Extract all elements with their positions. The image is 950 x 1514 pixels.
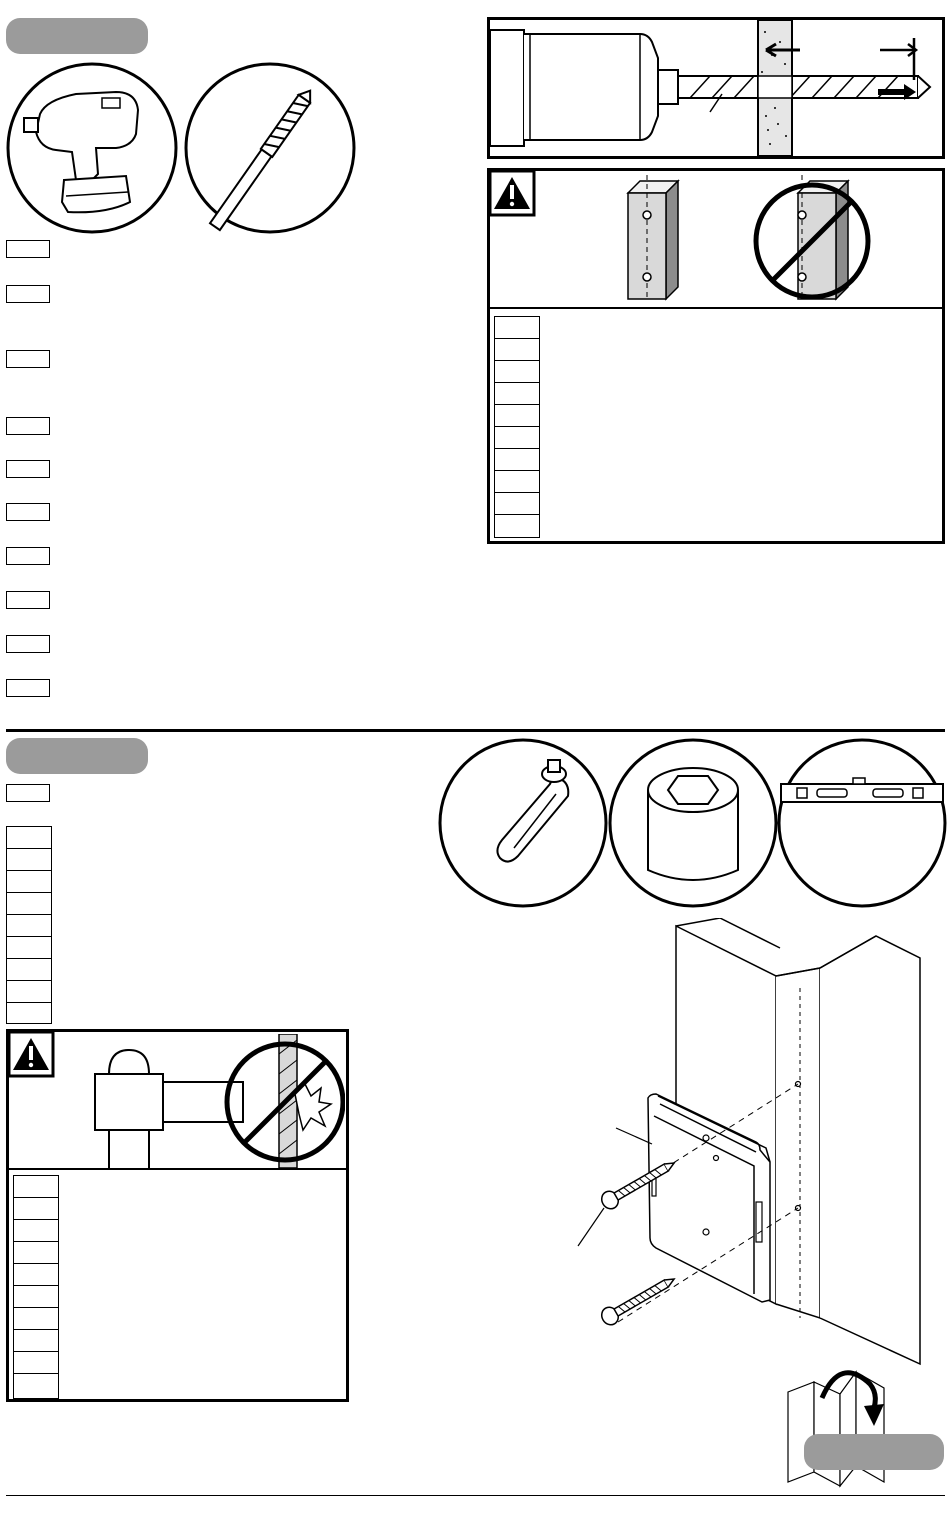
language-column [6, 826, 52, 1024]
warning-panel [487, 168, 945, 544]
language-box [6, 460, 50, 478]
socket-icon [608, 738, 778, 908]
step-badge-2 [6, 738, 148, 774]
wood-stud-center-icon [620, 175, 690, 301]
language-box [6, 350, 50, 368]
drill-bit-icon [184, 62, 356, 234]
language-box [6, 591, 50, 609]
footer-rule [6, 1495, 945, 1496]
warning-triangle-icon [490, 171, 536, 217]
language-box [6, 547, 50, 565]
language-box [6, 417, 50, 435]
language-box [6, 635, 50, 653]
language-box [6, 503, 50, 521]
warning-panel [6, 1029, 349, 1402]
warning-language-column [494, 316, 540, 538]
ratchet-wrench-icon [438, 738, 608, 908]
cordless-drill-icon [6, 62, 178, 234]
wall-plate-mounting-icon [570, 918, 950, 1368]
level-icon [777, 738, 947, 908]
language-box [6, 784, 50, 802]
section-divider [6, 729, 945, 732]
language-box [6, 285, 50, 303]
warning-triangle-icon [9, 1032, 55, 1078]
language-box [6, 679, 50, 697]
step-badge-1 [6, 18, 148, 54]
drill-through-wall-icon [487, 17, 945, 159]
language-box [6, 240, 50, 258]
no-stud-edge-icon [752, 175, 874, 301]
turn-page-icon [784, 1362, 904, 1492]
no-overtighten-icon [89, 1034, 345, 1168]
warning-language-column [13, 1175, 59, 1399]
step-badge-next [804, 1434, 944, 1470]
